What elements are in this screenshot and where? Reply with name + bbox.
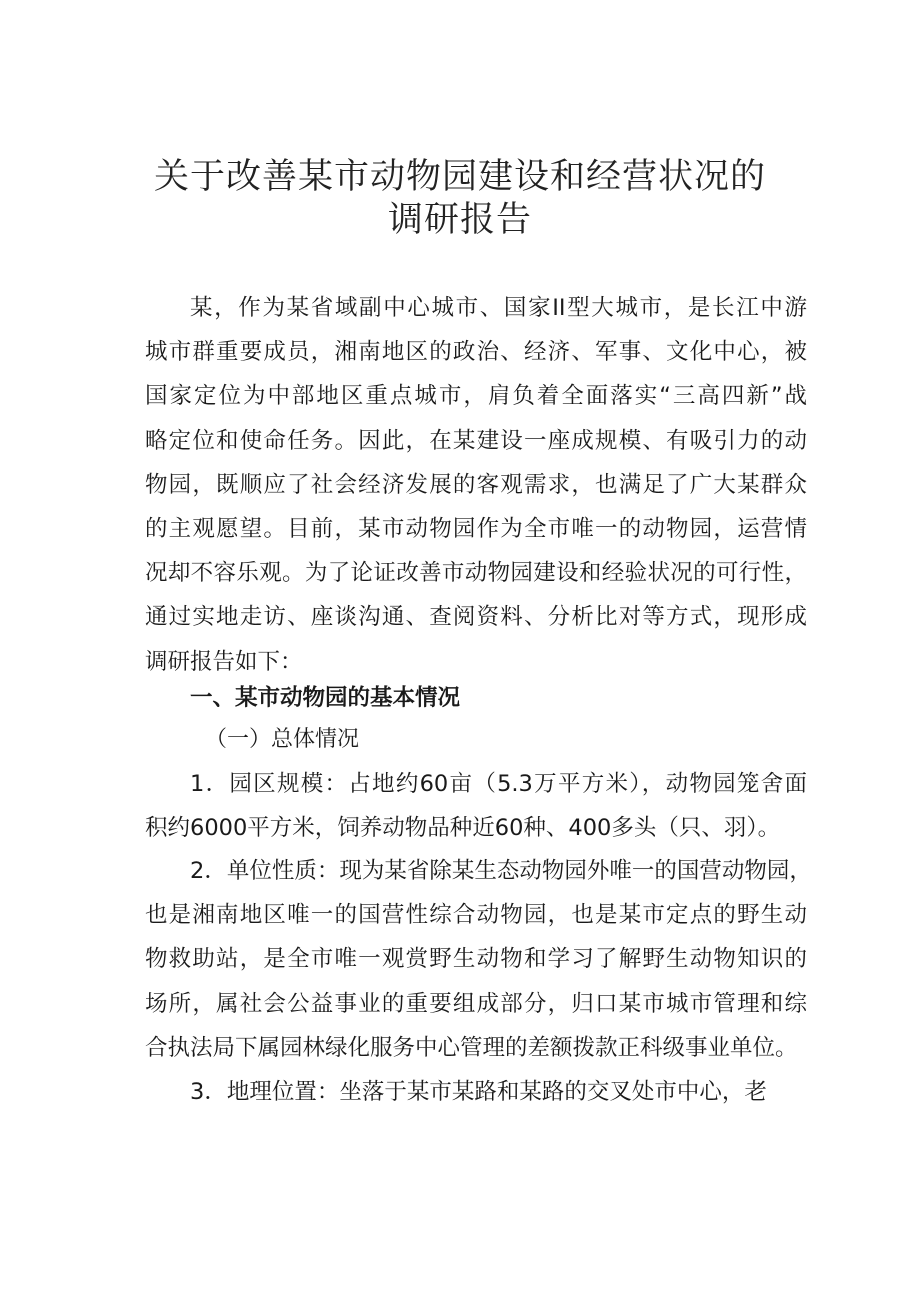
document-title-line-1: 关于改善某市动物园建设和经营状况的 [153, 157, 766, 197]
item-3-line: 3．地理位置：坐落于某市某路和某路的交叉处市中心，老 [190, 1079, 767, 1105]
item-1-line: 积约6000平方米，饲养动物品种近60种、400多头（只、羽）。 [145, 815, 781, 842]
intro-line: 物园，既顺应了社会经济发展的客观需求，也满足了广大某群众 [145, 471, 807, 498]
section-heading: 一、某市动物园的基本情况 [190, 685, 461, 711]
subsection-heading: （一）总体情况 [205, 727, 360, 752]
document-title-line-2: 调研报告 [387, 200, 532, 240]
item-2-paragraph [145, 849, 812, 1070]
intro-line: 略定位和使命任务。因此，在某建设一座成规模、有吸引力的动 [145, 427, 807, 454]
item-3-paragraph [145, 1070, 807, 1114]
item-2-line: 也是湘南地区唯一的国营性综合动物园，也是某市定点的野生动 [145, 902, 807, 929]
item-1-line: 1．园区规模：占地约60亩（5.3万平方米），动物园笼舍面 [190, 771, 807, 797]
intro-line: 城市群重要成员，湘南地区的政治、经济、军事、文化中心，被 [145, 339, 807, 366]
intro-line: 况却不容乐观。为了论证改善市动物园建设和经验状况的可行性， [145, 560, 807, 587]
item-1-paragraph [145, 762, 807, 850]
intro-line: 的主观愿望。目前，某市动物园作为全市唯一的动物园，运营情 [145, 515, 807, 542]
item-2-line: 场所，属社会公益事业的重要组成部分，归口某市城市管理和综 [145, 990, 807, 1017]
intro-line: 通过实地走访、座谈沟通、查阅资料、分析比对等方式，现形成 [145, 604, 807, 631]
item-2-line: 合执法局下属园林绿化服务中心管理的差额拨款正科级事业单位。 [145, 1034, 798, 1061]
item-2-line: 2．单位性质：现为某省除某生态动物园外唯一的国营动物园， [190, 858, 812, 884]
item-2-line: 物救助站，是全市唯一观赏野生动物和学习了解野生动物知识的 [145, 946, 807, 973]
intro-line: 调研报告如下： [145, 648, 303, 675]
intro-line: 国家定位为中部地区重点城市，肩负着全面落实“三高四新”战 [145, 383, 807, 410]
intro-line: 某，作为某省域副中心城市、国家II型大城市，是长江中游 [190, 295, 807, 321]
intro-paragraph [145, 286, 807, 684]
